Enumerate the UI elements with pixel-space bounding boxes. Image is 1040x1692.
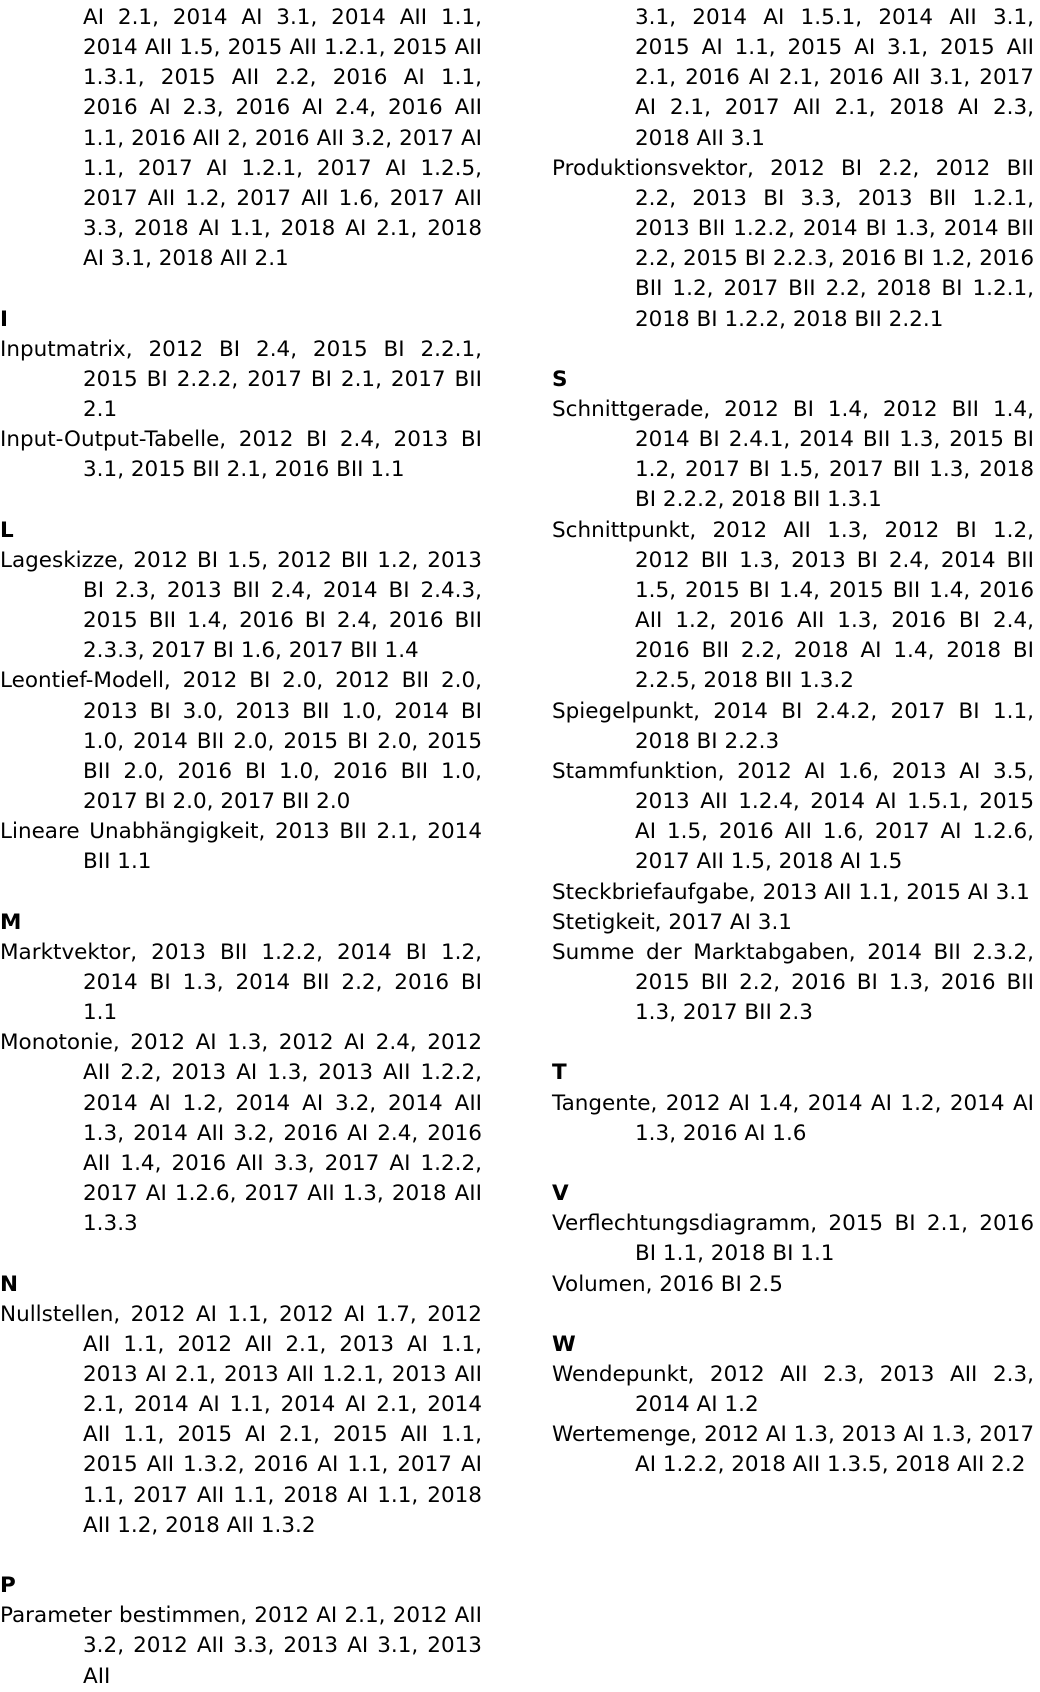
- index-entry: Stammfunktion, 2012 AI 1.6, 2013 AI 3.5, 2013 AII 1.2.4, 2014 AI 1.5.1, 2015 AI 1.5, 2016 AII 1.6, 2017 AI 1.2.6, 2017 AII 1.5, 2018 AI 1.5: [552, 758, 1034, 875]
- section-letter: P: [0, 1573, 16, 1599]
- index-entry: Summe der Marktabgaben, 2014 BII 2.3.2, 2015 BII 2.2, 2016 BI 1.3, 2016 BII 1.3, 2017 BII 2.3: [552, 939, 1034, 1026]
- index-entry: Tangente, 2012 AI 1.4, 2014 AI 1.2, 2014 AI 1.3, 2016 AI 1.6: [552, 1090, 1034, 1146]
- index-entry: Nullstellen, 2012 AI 1.1, 2012 AI 1.7, 2012 AII 1.1, 2012 AII 2.1, 2013 AI 1.1, 2013 AI 2.1, 2013 AII 1.2.1, 2013 AII 2.1, 2014 AI 1.1, 2014 AI 2.1, 2014 AII 1.1, 2015 AI 2.1, 2015 AII 1.1, 2015 AII 1.3.2, 2016 AI 1.1, 2017 AI 1.1, 2017 AII 1.1, 2018 AI 1.1, 2018 AII 1.2, 2018 AII 1.3.2: [0, 1301, 482, 1538]
- index-entry: Input-Output-Tabelle, 2012 BI 2.4, 2013 BI 3.1, 2015 BII 2.1, 2016 BII 1.1: [0, 427, 482, 483]
- section-letter: V: [552, 1181, 569, 1207]
- index-column-left: [0, 3, 482, 1692]
- index-entry: Monotonie, 2012 AI 1.3, 2012 AI 2.4, 2012 AII 2.2, 2013 AI 1.3, 2013 AII 1.2.2, 2014 AI 1.2, 2014 AI 3.2, 2014 AII 1.3, 2014 AII 3.2, 2016 AI 2.4, 2016 AII 1.4, 2016 AII 3.3, 2017 AI 1.2.2, 2017 AI 1.2.6, 2017 AII 1.3, 2018 AII 1.3.3: [0, 1030, 482, 1237]
- index-entry-continuation: AI 2.1, 2014 AI 3.1, 2014 AII 1.1, 2014 AII 1.5, 2015 AII 1.2.1, 2015 AII 1.3.1, 2015 AII 2.2, 2016 AI 1.1, 2016 AI 2.3, 2016 AI 2.4, 2016 AII 1.1, 2016 AII 2, 2016 AII 3.2, 2017 AI 1.1, 2017 AI 1.2.1, 2017 AI 1.2.5, 2017 AII 1.2, 2017 AII 1.6, 2017 AII 3.3, 2018 AI 1.1, 2018 AI 2.1, 2018 AI 3.1, 2018 AII 2.1: [83, 5, 482, 272]
- index-entry: Spiegelpunkt, 2014 BI 2.4.2, 2017 BI 1.1, 2018 BI 2.2.3: [552, 698, 1034, 754]
- section-letter: M: [0, 909, 22, 935]
- index-section-l: [0, 516, 482, 878]
- section-letter: N: [0, 1271, 18, 1297]
- section-letter: I: [0, 306, 8, 332]
- index-entry: Stetigkeit, 2017 AI 3.1: [552, 909, 792, 935]
- index-section-p: [0, 1571, 482, 1692]
- section-letter: W: [552, 1331, 576, 1357]
- index-column-right: [552, 3, 1034, 1481]
- index-entry: Leontief-Modell, 2012 BI 2.0, 2012 BII 2.0, 2013 BI 3.0, 2013 BII 1.0, 2014 BI 1.0, 2014 BII 2.0, 2015 BI 2.0, 2015 BII 2.0, 2016 BI 1.0, 2016 BII 1.0, 2017 BI 2.0, 2017 BII 2.0: [0, 668, 482, 815]
- index-section-v: [552, 1179, 1034, 1300]
- index-entry: Wendepunkt, 2012 AII 2.3, 2013 AII 2.3, 2014 AI 1.2: [552, 1361, 1034, 1418]
- section-letter: S: [552, 366, 568, 392]
- index-entry: Lageskizze, 2012 BI 1.5, 2012 BII 1.2, 2013 BI 2.3, 2013 BII 2.4, 2014 BI 2.4.3, 2015 BII 1.4, 2016 BI 2.4, 2016 BII 2.3.3, 2017 BI 1.6, 2017 BII 1.4: [0, 547, 482, 664]
- section-letter: L: [0, 517, 14, 543]
- index-section-n: [0, 1270, 482, 1541]
- index-section-s: [552, 365, 1034, 1028]
- index-entry: Lineare Unabhängigkeit, 2013 BII 2.1, 2014 BII 1.1: [0, 819, 482, 875]
- index-section-m: [0, 908, 482, 1240]
- index-entry: Parameter bestimmen, 2012 AI 2.1, 2012 AII 3.2, 2012 AII 3.3, 2013 AI 3.1, 2013 AII: [0, 1603, 482, 1689]
- index-entry: Schnittpunkt, 2012 AII 1.3, 2012 BI 1.2, 2012 BII 1.3, 2013 BI 2.4, 2014 BII 1.5, 2015 BI 1.4, 2015 BII 1.4, 2016 AII 1.2, 2016 AII 1.3, 2016 BI 2.4, 2016 BII 2.2, 2018 AI 1.4, 2018 BI 2.2.5, 2018 BII 1.3.2: [552, 517, 1034, 694]
- index-entry: Produktionsvektor, 2012 BI 2.2, 2012 BII 2.2, 2013 BI 3.3, 2013 BII 1.2.1, 2013 BII 1.2.2, 2014 BI 1.3, 2014 BII 2.2, 2015 BI 2.2.3, 2016 BI 1.2, 2016 BII 1.2, 2017 BII 2.2, 2018 BI 1.2.1, 2018 BI 1.2.2, 2018 BII 2.2.1: [552, 155, 1034, 332]
- index-entry: Wertemenge, 2012 AI 1.3, 2013 AI 1.3, 2017 AI 1.2.2, 2018 AII 1.3.5, 2018 AII 2.2: [552, 1422, 1034, 1478]
- index-entry: Steckbriefaufgabe, 2013 AII 1.1, 2015 AI 3.1: [552, 879, 1030, 905]
- index-section-i: [0, 305, 482, 486]
- index-entry-continuation: 3.1, 2014 AI 1.5.1, 2014 AII 3.1, 2015 AI 1.1, 2015 AI 3.1, 2015 AII 2.1, 2016 AI 2.1, 2016 AII 3.1, 2017 AI 2.1, 2017 AII 2.1, 2018 AI 2.3, 2018 AII 3.1: [635, 5, 1034, 151]
- index-entry: Verflechtungsdiagramm, 2015 BI 2.1, 2016 BI 1.1, 2018 BI 1.1: [552, 1211, 1034, 1267]
- index-entry: Inputmatrix, 2012 BI 2.4, 2015 BI 2.2.1, 2015 BI 2.2.2, 2017 BI 2.1, 2017 BII 2.1: [0, 336, 482, 423]
- index-entry: Schnittgerade, 2012 BI 1.4, 2012 BII 1.4, 2014 BI 2.4.1, 2014 BII 1.3, 2015 BI 1.2, 2017 BI 1.5, 2017 BII 1.3, 2018 BI 2.2.2, 2018 BII 1.3.1: [552, 397, 1034, 513]
- index-section-t: [552, 1058, 1034, 1148]
- index-section-w: [552, 1330, 1034, 1481]
- index-entry: Volumen, 2016 BI 2.5: [552, 1271, 783, 1297]
- section-letter: T: [552, 1060, 567, 1086]
- index-entry: Marktvektor, 2013 BII 1.2.2, 2014 BI 1.2, 2014 BI 1.3, 2014 BII 2.2, 2016 BI 1.1: [0, 939, 482, 1026]
